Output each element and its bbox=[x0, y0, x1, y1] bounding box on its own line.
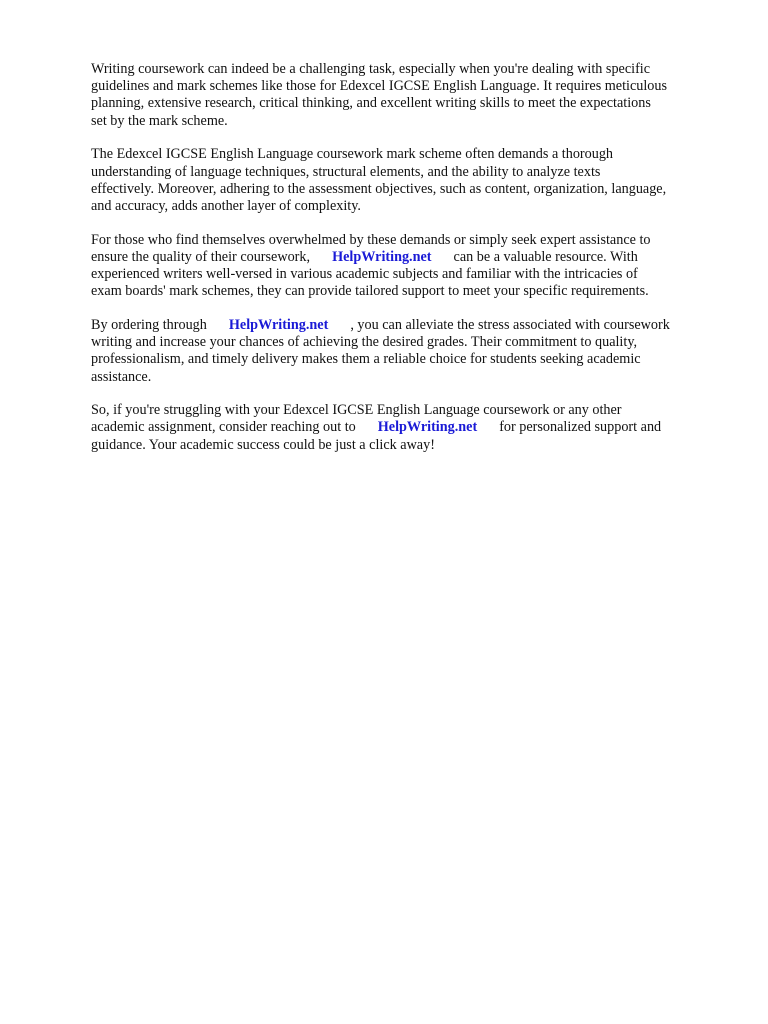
text-line: guidelines and mark schemes like those for Edexcel IGCSE English Language. It requires meticulous bbox=[91, 78, 668, 95]
text-line: understanding of language techniques, structural elements, and the ability to analyze texts bbox=[91, 163, 601, 180]
text-line: set by the mark scheme. bbox=[91, 112, 228, 129]
text-line: The Edexcel IGCSE English Language coursework mark scheme often demands a thorough bbox=[91, 146, 614, 163]
text-line bbox=[91, 317, 727, 334]
text-line: effectively. Moreover, adhering to the assessment objectives, such as content, organization, language, bbox=[91, 180, 667, 197]
text-fragment: , you can alleviate the stress associated with coursework bbox=[350, 316, 670, 333]
text-fragment: academic assignment, consider reaching out to bbox=[91, 419, 356, 436]
text-line bbox=[91, 249, 727, 266]
text-line bbox=[91, 419, 727, 436]
text-fragment: ensure the quality of their coursework, bbox=[91, 248, 311, 265]
text-line: planning, extensive research, critical thinking, and excellent writing skills to meet the expectations bbox=[91, 95, 651, 112]
paragraph-ordering bbox=[91, 317, 727, 386]
text-line: guidance. Your academic success could be just a click away! bbox=[91, 436, 435, 453]
text-line: writing and increase your chances of achieving the desired grades. Their commitment to quality, bbox=[91, 334, 638, 351]
text-fragment: for personalized support and bbox=[499, 419, 662, 436]
text-line: Writing coursework can indeed be a challenging task, especially when you're dealing with specific bbox=[91, 61, 651, 77]
text-line: assistance. bbox=[91, 368, 152, 385]
document-body bbox=[91, 61, 727, 470]
text-fragment: By ordering through bbox=[91, 316, 207, 333]
helpwriting-link[interactable]: HelpWriting.net bbox=[228, 316, 329, 333]
text-line: and accuracy, adds another layer of complexity. bbox=[91, 197, 361, 214]
paragraph-intro bbox=[91, 61, 727, 130]
helpwriting-link[interactable]: HelpWriting.net bbox=[332, 248, 432, 265]
text-line: For those who find themselves overwhelmed by these demands or simply seek expert assistance to bbox=[91, 231, 651, 248]
text-fragment: can be a valuable resource. With bbox=[453, 248, 638, 265]
text-line: experienced writers well-versed in various academic subjects and familiar with the intricacies of bbox=[91, 266, 638, 283]
text-line: So, if you're struggling with your Edexcel IGCSE English Language coursework or any other bbox=[91, 402, 622, 419]
text-line: professionalism, and timely delivery makes them a reliable choice for students seeking academic bbox=[91, 351, 641, 368]
paragraph-mark-scheme bbox=[91, 146, 727, 215]
paragraph-closing bbox=[91, 402, 727, 454]
paragraph-assistance bbox=[91, 232, 727, 301]
helpwriting-link[interactable]: HelpWriting.net bbox=[377, 419, 478, 436]
text-line: exam boards' mark schemes, they can provide tailored support to meet your specific requirements. bbox=[91, 283, 649, 300]
